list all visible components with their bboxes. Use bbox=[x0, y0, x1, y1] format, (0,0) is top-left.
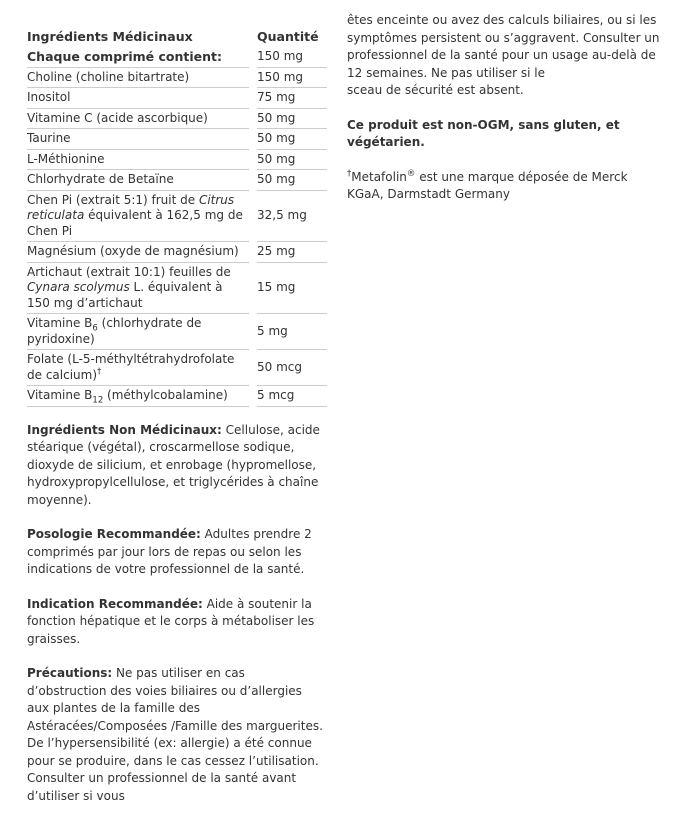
product-claims: Ce produit est non-OGM, sans gluten, et végétarien. bbox=[347, 117, 620, 149]
medicinal-ingredients-table bbox=[19, 26, 335, 407]
ingredient-name-cell: Vitamine $B_{12}$ (méthylcobalamine) bbox=[27, 386, 249, 407]
quantity-column-header: Quantité bbox=[257, 29, 319, 44]
cautions: Précautions: Ne pas utiliser en cas d’obstruction des voies biliaires ou d’allergies aux plantes de la famille des Astéracées/Composées /Famille des marguerites. De l’hypersensibilité (ex: allergie) a été connue pour se produire, dans le cas cessez l’utilisation. Consulter un professionnel de la santé avant d’utiliser si vous bbox=[27, 666, 323, 803]
table-row bbox=[27, 242, 327, 263]
quantity-cell: 50 mcg bbox=[257, 350, 327, 386]
recommended-use: Indication Recommandée: Aide à soutenir la fonction hépatique et le corps à métaboliser les graisses. bbox=[27, 596, 315, 646]
ingredient-name-cell: Vitamine C (acide ascorbique) bbox=[27, 109, 249, 130]
quantity-cell: 5 mg bbox=[257, 314, 327, 350]
table-row bbox=[27, 150, 327, 171]
ingredient-name-cell: Chlorhydrate de Betaïne bbox=[27, 170, 249, 191]
quantity-cell: 50 mg bbox=[257, 150, 327, 171]
quantity-cell: 50 mg bbox=[257, 129, 327, 150]
ingredients-table-body bbox=[27, 47, 327, 407]
ingredient-column-header: Ingrédients Médicinaux bbox=[27, 29, 193, 44]
ingredient-name-cell: Taurine bbox=[27, 129, 249, 150]
quantity-cell: 50 mg bbox=[257, 109, 327, 130]
table-row bbox=[27, 47, 327, 68]
table-row bbox=[27, 129, 327, 150]
right-column bbox=[347, 12, 661, 221]
table-row bbox=[27, 88, 327, 109]
left-column bbox=[27, 26, 327, 822]
right-paragraphs bbox=[347, 12, 661, 204]
ingredient-name-cell: Inositol bbox=[27, 88, 249, 109]
table-row bbox=[27, 191, 327, 243]
quantity-cell: 15 mg bbox=[257, 263, 327, 315]
ingredient-name-cell: Magnésium (oxyde de magnésium) bbox=[27, 242, 249, 263]
ingredient-name-cell: Chen Pi (extrait 5:1) fruit de Citrus reticulata équivalent à 162,5 mg de Chen Pi bbox=[27, 191, 249, 243]
trademark-note: †Metafolin® est une marque déposée de Merck KGaA, Darmstadt Germany bbox=[347, 168, 628, 201]
quantity-cell: 150 mg bbox=[257, 68, 327, 89]
quantity-cell: 25 mg bbox=[257, 242, 327, 263]
ingredient-name-cell: Chaque comprimé contient: bbox=[27, 47, 249, 68]
table-header-row bbox=[27, 26, 327, 47]
ingredient-name-cell: L-Méthionine bbox=[27, 150, 249, 171]
non-medicinal-ingredients: Ingrédients Non Médicinaux: Cellulose, acide stéarique (végétal), croscarmellose sodique, dioxyde de silicium, et enrobage (hypromellose, hydroxypropylcellulose, et triglycérides à chaîne moyenne). bbox=[27, 422, 320, 507]
quantity-cell: 5 mcg bbox=[257, 386, 327, 407]
table-row bbox=[27, 386, 327, 407]
ingredient-name-cell: Choline (choline bitartrate) bbox=[27, 68, 249, 89]
quantity-cell: 32,5 mg bbox=[257, 191, 327, 243]
table-row bbox=[27, 263, 327, 315]
table-row bbox=[27, 109, 327, 130]
table-row bbox=[27, 68, 327, 89]
ingredient-name-cell: Folate (L-5-méthyltétrahydrofolate de calcium)† bbox=[27, 350, 249, 386]
left-paragraphs bbox=[27, 422, 327, 806]
table-row bbox=[27, 350, 327, 386]
table-row bbox=[27, 314, 327, 350]
ingredient-name-cell: Vitamine $B_6$ (chlorhydrate de pyridoxine) bbox=[27, 314, 249, 350]
quantity-cell: 75 mg bbox=[257, 88, 327, 109]
ingredient-name-cell: Artichaut (extrait 10:1) feuilles de Cynara scolymus L. équivalent à 150 mg d’artichaut bbox=[27, 263, 249, 315]
recommended-dose: Posologie Recommandée: Adultes prendre 2 comprimés par jour lors de repas ou selon les indications de votre professionnel de la santé. bbox=[27, 527, 312, 576]
quantity-cell: 50 mg bbox=[257, 170, 327, 191]
quantity-cell: 150 mg bbox=[257, 47, 327, 68]
table-row bbox=[27, 170, 327, 191]
cautions-continued: êtes enceinte ou avez des calculs biliaires, ou si les symptômes persistent ou s’aggravent. Consulter un professionnel de la santé pour un usage au-delà de 12 semaines. Ne pas utiliser si le sceau de sécurité est absent. bbox=[347, 13, 660, 97]
